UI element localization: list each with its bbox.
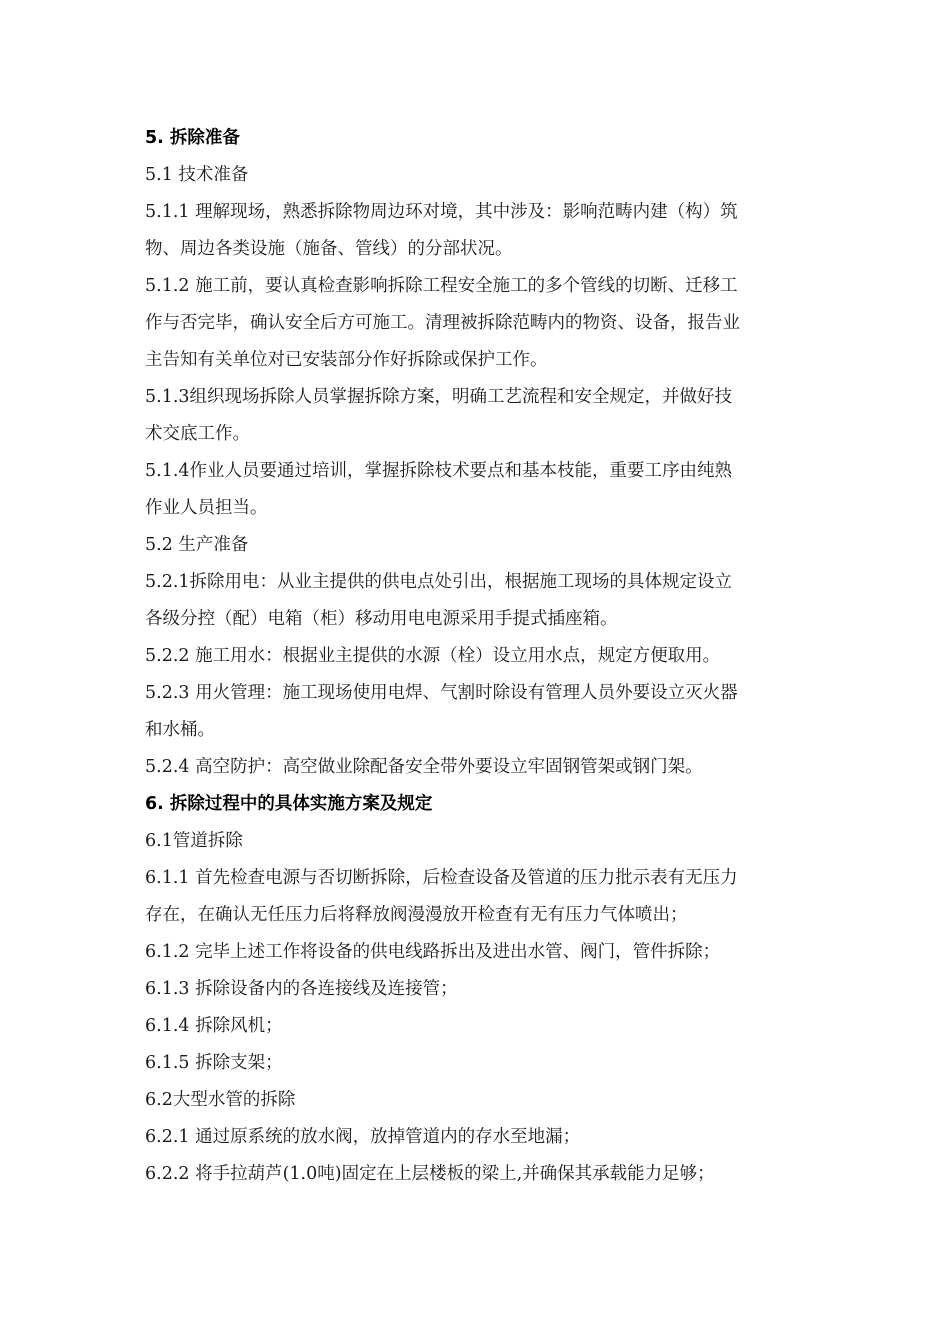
section-heading: 6. 拆除过程中的具体实施方案及规定 (145, 794, 433, 814)
paragraph-line: 5.1 技术准备 (145, 165, 249, 185)
paragraph-line: 作与否完毕，确认安全后方可施工。清理被拆除范畴内的物资、设备，报告业 (145, 313, 740, 333)
paragraph-line: 5.1.4作业人员要通过培训，掌握拆除枝术要点和基本枝能，重要工序由纯熟 (145, 461, 733, 481)
document-body (145, 120, 805, 1193)
paragraph-line: 作业人员担当。 (145, 498, 268, 518)
paragraph-line: 5.1.1 理解现场，熟悉拆除物周边环对境，其中涉及：影响范畴内建（构）筑 (145, 202, 738, 222)
paragraph-line: 各级分控（配）电箱（柜）移动用电电源采用手提式插座箱。 (145, 609, 618, 629)
paragraph-line: 5.2.4 高空防护：高空做业除配备安全带外要设立牢固钢管架或钢门架。 (145, 757, 703, 777)
paragraph-line: 术交底工作。 (145, 424, 250, 444)
paragraph-line: 6.1.2 完毕上述工作将设备的供电线路拆出及进出水管、阀门，管件拆除； (145, 942, 721, 962)
paragraph-line: 5.2.2 施工用水：根据业主提供的水源（栓）设立用水点，规定方便取用。 (145, 646, 721, 666)
paragraph-line: 5.2 生产准备 (145, 535, 249, 555)
paragraph-line: 物、周边各类设施（施备、管线）的分部状况。 (145, 239, 513, 259)
paragraph-line: 6.1.3 拆除设备内的各连接线及连接管； (145, 979, 458, 999)
paragraph-line: 6.1.4 拆除风机； (145, 1016, 283, 1036)
paragraph-line: 6.2.2 将手拉葫芦(1.0吨)固定在上层楼板的梁上,并确保其承载能力足够； (145, 1164, 715, 1184)
section-heading: 5. 拆除准备 (145, 128, 240, 148)
paragraph-line: 6.2.1 通过原系统的放水阀，放掉管道内的存水至地漏； (145, 1127, 581, 1147)
paragraph-line: 6.1.5 拆除支架； (145, 1053, 283, 1073)
paragraph-line: 5.2.1拆除用电：从业主提供的供电点处引出，根据施工现场的具体规定设立 (145, 572, 733, 592)
paragraph-line: 6.2大型水管的拆除 (145, 1090, 296, 1110)
paragraph-line: 5.1.3组织现场拆除人员掌握拆除方案，明确工艺流程和安全规定，并做好技 (145, 387, 733, 407)
paragraph-line: 5.2.3 用火管理：施工现场使用电焊、气割时除设有管理人员外要设立灭火器 (145, 683, 738, 703)
paragraph-line: 5.1.2 施工前，要认真检查影响拆除工程安全施工的多个管线的切断、迁移工 (145, 276, 738, 296)
paragraph-line: 和水桶。 (145, 720, 215, 740)
paragraph-line: 6.1管道拆除 (145, 831, 243, 851)
paragraph-line: 6.1.1 首先检查电源与否切断拆除，后检查设备及管道的压力批示表有无压力 (145, 868, 738, 888)
paragraph-line: 存在，在确认无任压力后将释放阀漫漫放开检查有无有压力气体喷出； (145, 905, 688, 925)
paragraph-line: 主告知有关单位对已安装部分作好拆除或保护工作。 (145, 350, 548, 370)
